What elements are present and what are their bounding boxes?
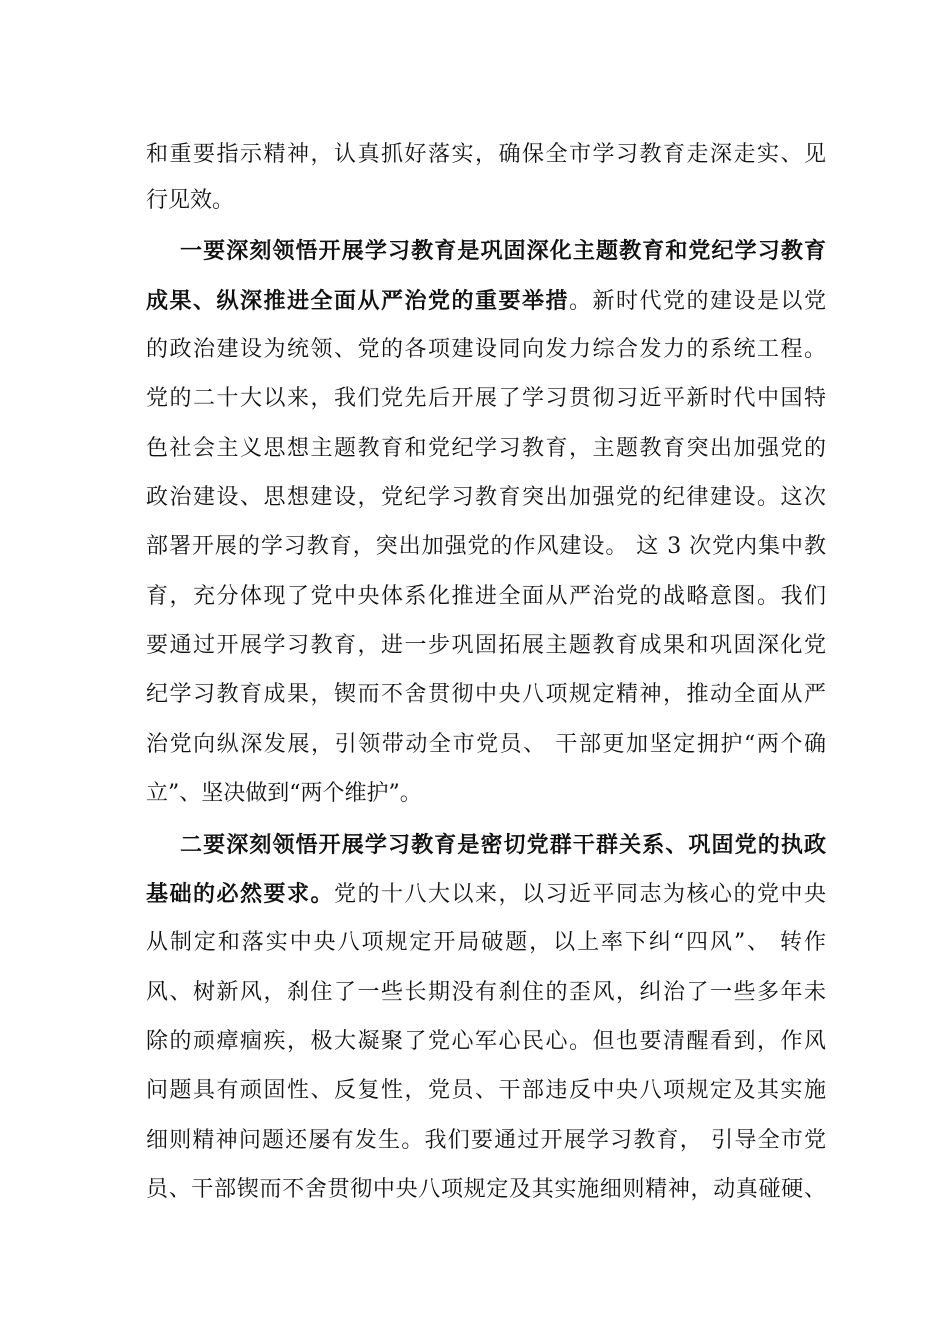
text-line [146,776,826,812]
text-run: 行见效。 [146,188,235,213]
text-run: 从制定和落实中央八项规定开局破题，以上率下纠“四风”、 转作 [146,930,826,955]
text-run: 党的十八大以来，以习近平同志为核心的党中央 [334,882,826,907]
text-run: 。新时代党的建设是以党 [568,289,826,314]
text-line [146,628,826,664]
text-line [146,1024,826,1060]
text-run: 问题具有顽固性、反复性，党员、干部违反中央八项规定及其实施 [146,1078,826,1103]
text-line [146,727,826,763]
text-line [146,480,826,516]
text-line [146,1073,826,1109]
bold-heading-run: 成果、纵深推进全面从严治党的重要举措 [146,288,569,314]
paragraph-heading-line [180,827,826,863]
text-line [146,579,826,615]
text-run: 和重要指示精神，认真抓好落实，确保全市学习教育走深走实、见 [146,142,826,167]
text-run: 色社会主义思想主题教育和党纪学习教育，主题教育突出加强党的 [146,436,826,461]
text-run: 部署开展的学习教育，突出加强党的作风建设。 这 3 次党内集中教 [146,534,826,559]
text-line [146,975,826,1011]
text-line [146,283,826,319]
text-line [146,876,826,912]
bold-heading-run: 一要深刻领悟开展学习教育是巩固深化主题教育和党纪学习教育 [180,238,826,264]
text-line [146,925,826,961]
text-line [146,381,826,417]
text-line [146,1123,826,1159]
text-run: 细则精神问题还屡有发生。我们要通过开展学习教育， 引导全市党 [146,1128,826,1153]
text-line [146,1172,826,1208]
text-run: 除的顽瘴痼疾，极大凝聚了党心军心民心。但也要清醒看到，作风 [146,1029,826,1054]
text-run: 风、树新风，刹住了一些长期没有刹住的歪风，纠治了一些多年未 [146,980,826,1005]
text-run: 立”、坚决做到“两个维护”。 [146,781,422,806]
text-line [146,137,826,173]
text-run: 纪学习教育成果，锲而不舍贯彻中央八项规定精神，推动全面从严 [146,682,826,707]
paragraph-heading-line [180,233,826,269]
bold-heading-run: 基础的必然要求。 [146,881,334,907]
text-run: 治党向纵深发展，引领带动全市党员、 干部更加坚定拥护“两个确 [146,732,826,757]
text-run: 的政治建设为统领、党的各项建设同向发力综合发力的系统工程。 [146,337,826,362]
text-run: 政治建设、思想建设，党纪学习教育突出加强党的纪律建设。这次 [146,485,826,510]
text-run: 育，充分体现了党中央体系化推进全面从严治党的战略意图。我们 [146,584,826,609]
text-line [146,332,826,368]
text-run: 党的二十大以来，我们党先后开展了学习贯彻习近平新时代中国特 [146,386,826,411]
bold-heading-run: 二要深刻领悟开展学习教育是密切党群干群关系、巩固党的执政 [180,832,826,858]
text-line [146,529,826,565]
text-line [146,183,826,219]
text-line [146,431,826,467]
text-line [146,677,826,713]
text-run: 要通过开展学习教育，进一步巩固拓展主题教育成果和巩固深化党 [146,633,826,658]
text-run: 员、干部锲而不舍贯彻中央八项规定及其实施细则精神，动真碰硬、 [146,1177,826,1202]
